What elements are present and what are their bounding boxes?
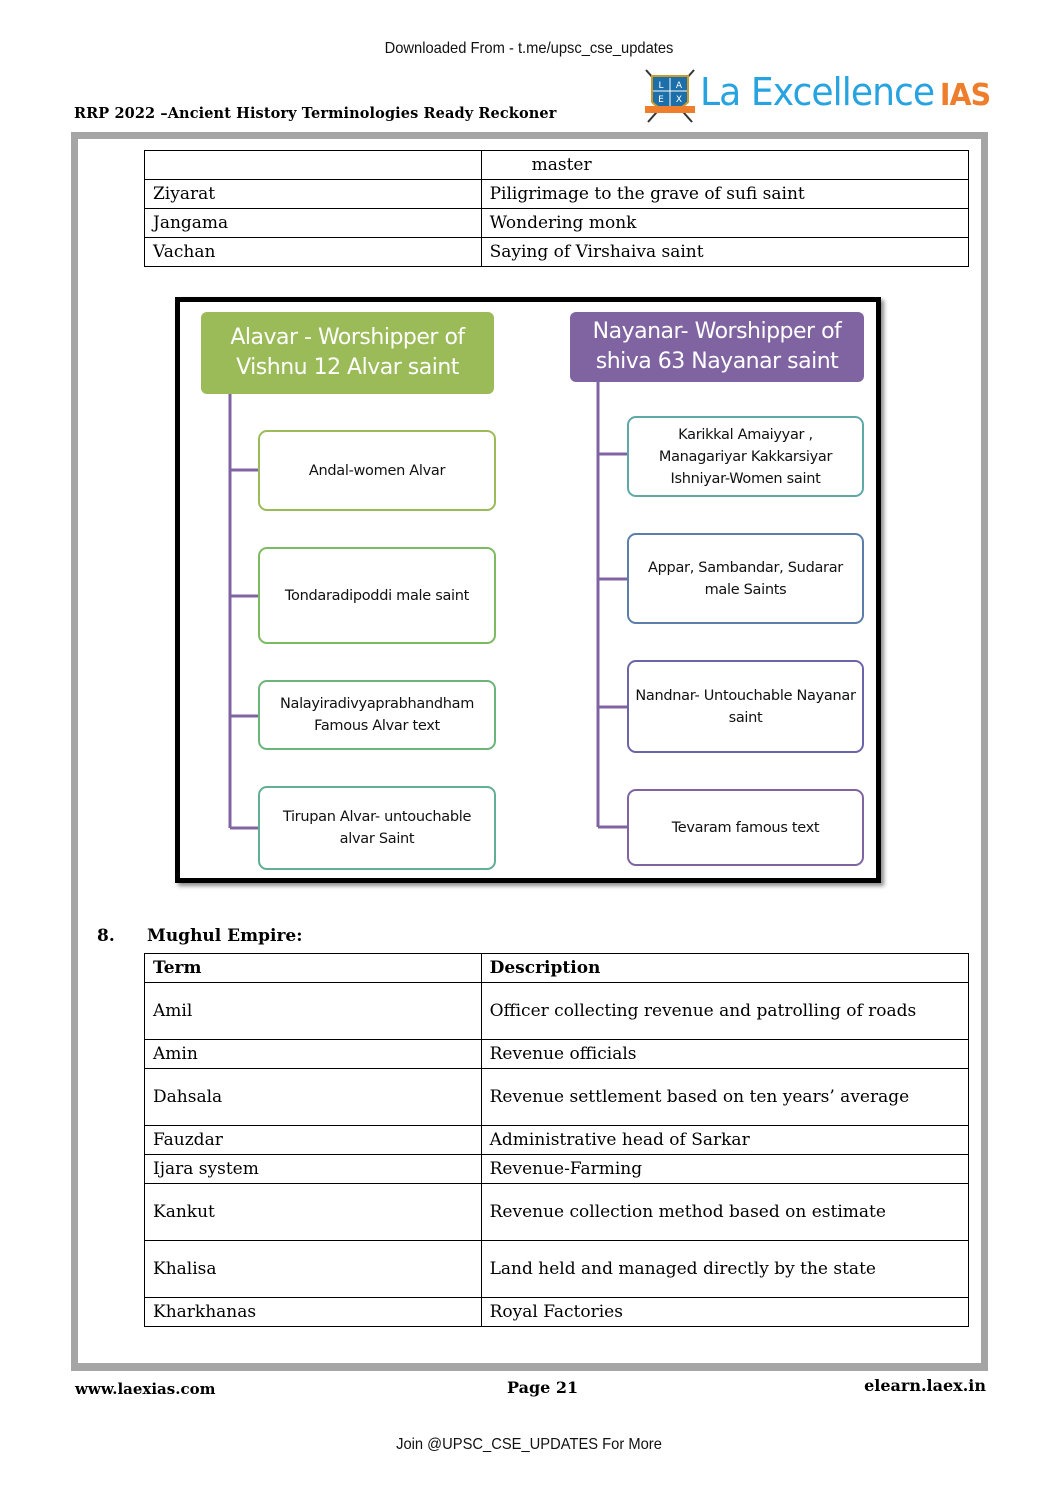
brand-logo xyxy=(642,68,991,126)
footer-elearn-link[interactable]: elearn.laex.in xyxy=(864,1376,986,1395)
description-cell: Administrative head of Sarkar xyxy=(481,1126,968,1155)
description-cell: Wondering monk xyxy=(481,209,968,238)
term-cell xyxy=(145,151,482,180)
download-source-note: Downloaded From - t.me/upsc_cse_updates xyxy=(384,40,674,57)
table-row xyxy=(145,180,969,209)
table-row xyxy=(145,1241,969,1298)
description-cell: Officer collecting revenue and patrolling of roads xyxy=(481,983,968,1040)
term-cell: Jangama xyxy=(145,209,482,238)
section-title: Mughul Empire: xyxy=(147,926,303,946)
description-cell: Royal Factories xyxy=(481,1298,968,1327)
alvar-node: Tondaradipoddi male saint xyxy=(258,547,496,644)
shield-letter: A xyxy=(675,81,683,91)
description-cell: Saying of Virshaiva saint xyxy=(481,238,968,267)
term-cell: Kharkhanas xyxy=(145,1298,482,1327)
nayanar-node: Tevaram famous text xyxy=(627,789,864,866)
description-cell: Revenue collection method based on estimate xyxy=(481,1184,968,1241)
continued-terms-table xyxy=(144,150,969,267)
mughul-terms-table xyxy=(144,953,969,1327)
footer-website-link[interactable]: www.laexias.com xyxy=(75,1380,216,1398)
nayanar-node: Karikkal Amaiyyar , Managariyar Kakkarsiyar Ishniyar-Women saint xyxy=(627,416,864,497)
brand-suffix: IAS xyxy=(939,78,991,113)
nayanar-node: Appar, Sambandar, Sudarar male Saints xyxy=(627,533,864,624)
shield-letter: X xyxy=(675,95,683,105)
saints-hierarchy-diagram xyxy=(175,297,881,883)
description-cell: Revenue officials xyxy=(481,1040,968,1069)
table-header-row xyxy=(145,954,969,983)
table-row xyxy=(145,238,969,267)
shield-emblem-icon xyxy=(642,68,698,126)
table-row xyxy=(145,1298,969,1327)
term-cell: Amin xyxy=(145,1040,482,1069)
term-cell: Vachan xyxy=(145,238,482,267)
description-cell: Piligrimage to the grave of sufi saint xyxy=(481,180,968,209)
description-cell: Land held and managed directly by the state xyxy=(481,1241,968,1298)
alvar-node: Tirupan Alvar- untouchable alvar Saint xyxy=(258,786,496,870)
term-cell: Amil xyxy=(145,983,482,1040)
term-cell: Ijara system xyxy=(145,1155,482,1184)
table-row xyxy=(145,983,969,1040)
brand-wordmark xyxy=(700,70,990,114)
term-cell: Khalisa xyxy=(145,1241,482,1298)
table-row xyxy=(145,1069,969,1126)
description-cell: master xyxy=(481,151,968,180)
term-cell: Fauzdar xyxy=(145,1126,482,1155)
column-header-term: Term xyxy=(145,954,482,983)
nayanar-heading: Nayanar- Worshipper of shiva 63 Nayanar saint xyxy=(570,312,864,382)
column-header-description: Description xyxy=(481,954,968,983)
term-cell: Kankut xyxy=(145,1184,482,1241)
page-number: Page 21 xyxy=(507,1378,579,1397)
table-row xyxy=(145,1126,969,1155)
shield-letter: E xyxy=(658,95,664,105)
description-cell: Revenue-Farming xyxy=(481,1155,968,1184)
alvar-heading: Alavar - Worshipper of Vishnu 12 Alvar saint xyxy=(201,312,494,394)
shield-letter: L xyxy=(658,81,664,91)
alvar-node: Andal-women Alvar xyxy=(258,430,496,511)
alvar-node: Nalayiradivyaprabhandham Famous Alvar text xyxy=(258,680,496,750)
description-cell: Revenue settlement based on ten years’ average xyxy=(481,1069,968,1126)
table-row xyxy=(145,1184,969,1241)
brand-name: La Excellence xyxy=(700,70,935,114)
nayanar-node: Nandnar- Untouchable Nayanar saint xyxy=(627,660,864,753)
term-cell: Dahsala xyxy=(145,1069,482,1126)
table-row xyxy=(145,1040,969,1069)
table-row xyxy=(145,151,969,180)
table-row xyxy=(145,1155,969,1184)
section-number: 8. xyxy=(97,926,115,946)
term-cell: Ziyarat xyxy=(145,180,482,209)
join-channel-note: Join @UPSC_CSE_UPDATES For More xyxy=(396,1436,662,1453)
table-row xyxy=(145,209,969,238)
document-title: RRP 2022 –Ancient History Terminologies Ready Reckoner xyxy=(74,105,557,122)
